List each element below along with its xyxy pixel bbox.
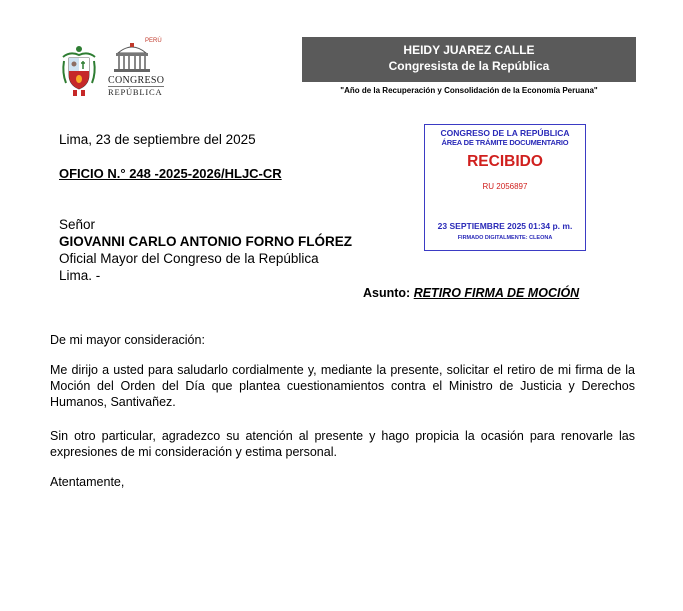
stamp-ru-number: RU 2056897	[482, 182, 528, 191]
stamp-area: ÁREA DE TRÁMITE DOCUMENTARIO	[441, 138, 569, 147]
letter-date: Lima, 23 de septiembre del 2025	[59, 132, 256, 147]
closing: Atentamente,	[50, 475, 125, 489]
congresista-name: HEIDY JUAREZ CALLE	[403, 43, 535, 57]
congress-building-icon	[110, 41, 154, 75]
subject-label: Asunto:	[363, 286, 414, 300]
body-paragraph-2: Sin otro particular, agradezco su atención al presente y hago propicia la ocasión para renovarle las expresiones de mi consideración y estima personal.	[50, 429, 635, 459]
congresista-banner	[302, 37, 636, 82]
stamp-institution: CONGRESO DE LA REPÚBLICA	[440, 128, 570, 138]
addressee-position: Oficial Mayor del Congreso de la República	[59, 251, 319, 266]
salutation: Señor	[59, 217, 96, 232]
congreso-logo	[105, 38, 167, 100]
stamp-datetime: 23 SEPTIEMBRE 2025 01:34 p. m.	[437, 221, 573, 231]
logo-country-label: PERÚ	[145, 38, 162, 44]
peru-coat-of-arms-logo	[60, 43, 98, 101]
oficio-number: OFICIO N.° 248 -2025-2026/HLJC-CR	[59, 166, 282, 181]
greeting: De mi mayor consideración:	[50, 333, 205, 347]
stamp-signed-by: FIRMADO DIGITALMENTE: CLEONA	[457, 235, 553, 241]
year-motto: "Año de la Recuperación y Consolidación de la Economía Peruana"	[340, 86, 598, 95]
body-paragraph-1: Me dirijo a usted para saludarlo cordialmente y, mediante la presente, solicitar el retiro de mi firma de la Moción del Orden del Día que plantea cuestionamientos contra el Ministro de Justicia y Derechos Humanos, Santivañez.	[50, 363, 635, 409]
logo-word-congreso: CONGRESO	[108, 75, 165, 86]
received-stamp	[424, 124, 586, 251]
addressee-name: GIOVANNI CARLO ANTONIO FORNO FLÓREZ	[59, 234, 352, 249]
addressee-city: Lima. -	[59, 268, 101, 283]
stamp-status: RECIBIDO	[467, 153, 543, 170]
congresista-role: Congresista de la República	[388, 59, 550, 73]
subject-line	[363, 286, 579, 300]
subject-text: RETIRO FIRMA DE MOCIÓN	[413, 286, 580, 300]
logo-word-republica: REPÚBLICA	[108, 87, 163, 97]
